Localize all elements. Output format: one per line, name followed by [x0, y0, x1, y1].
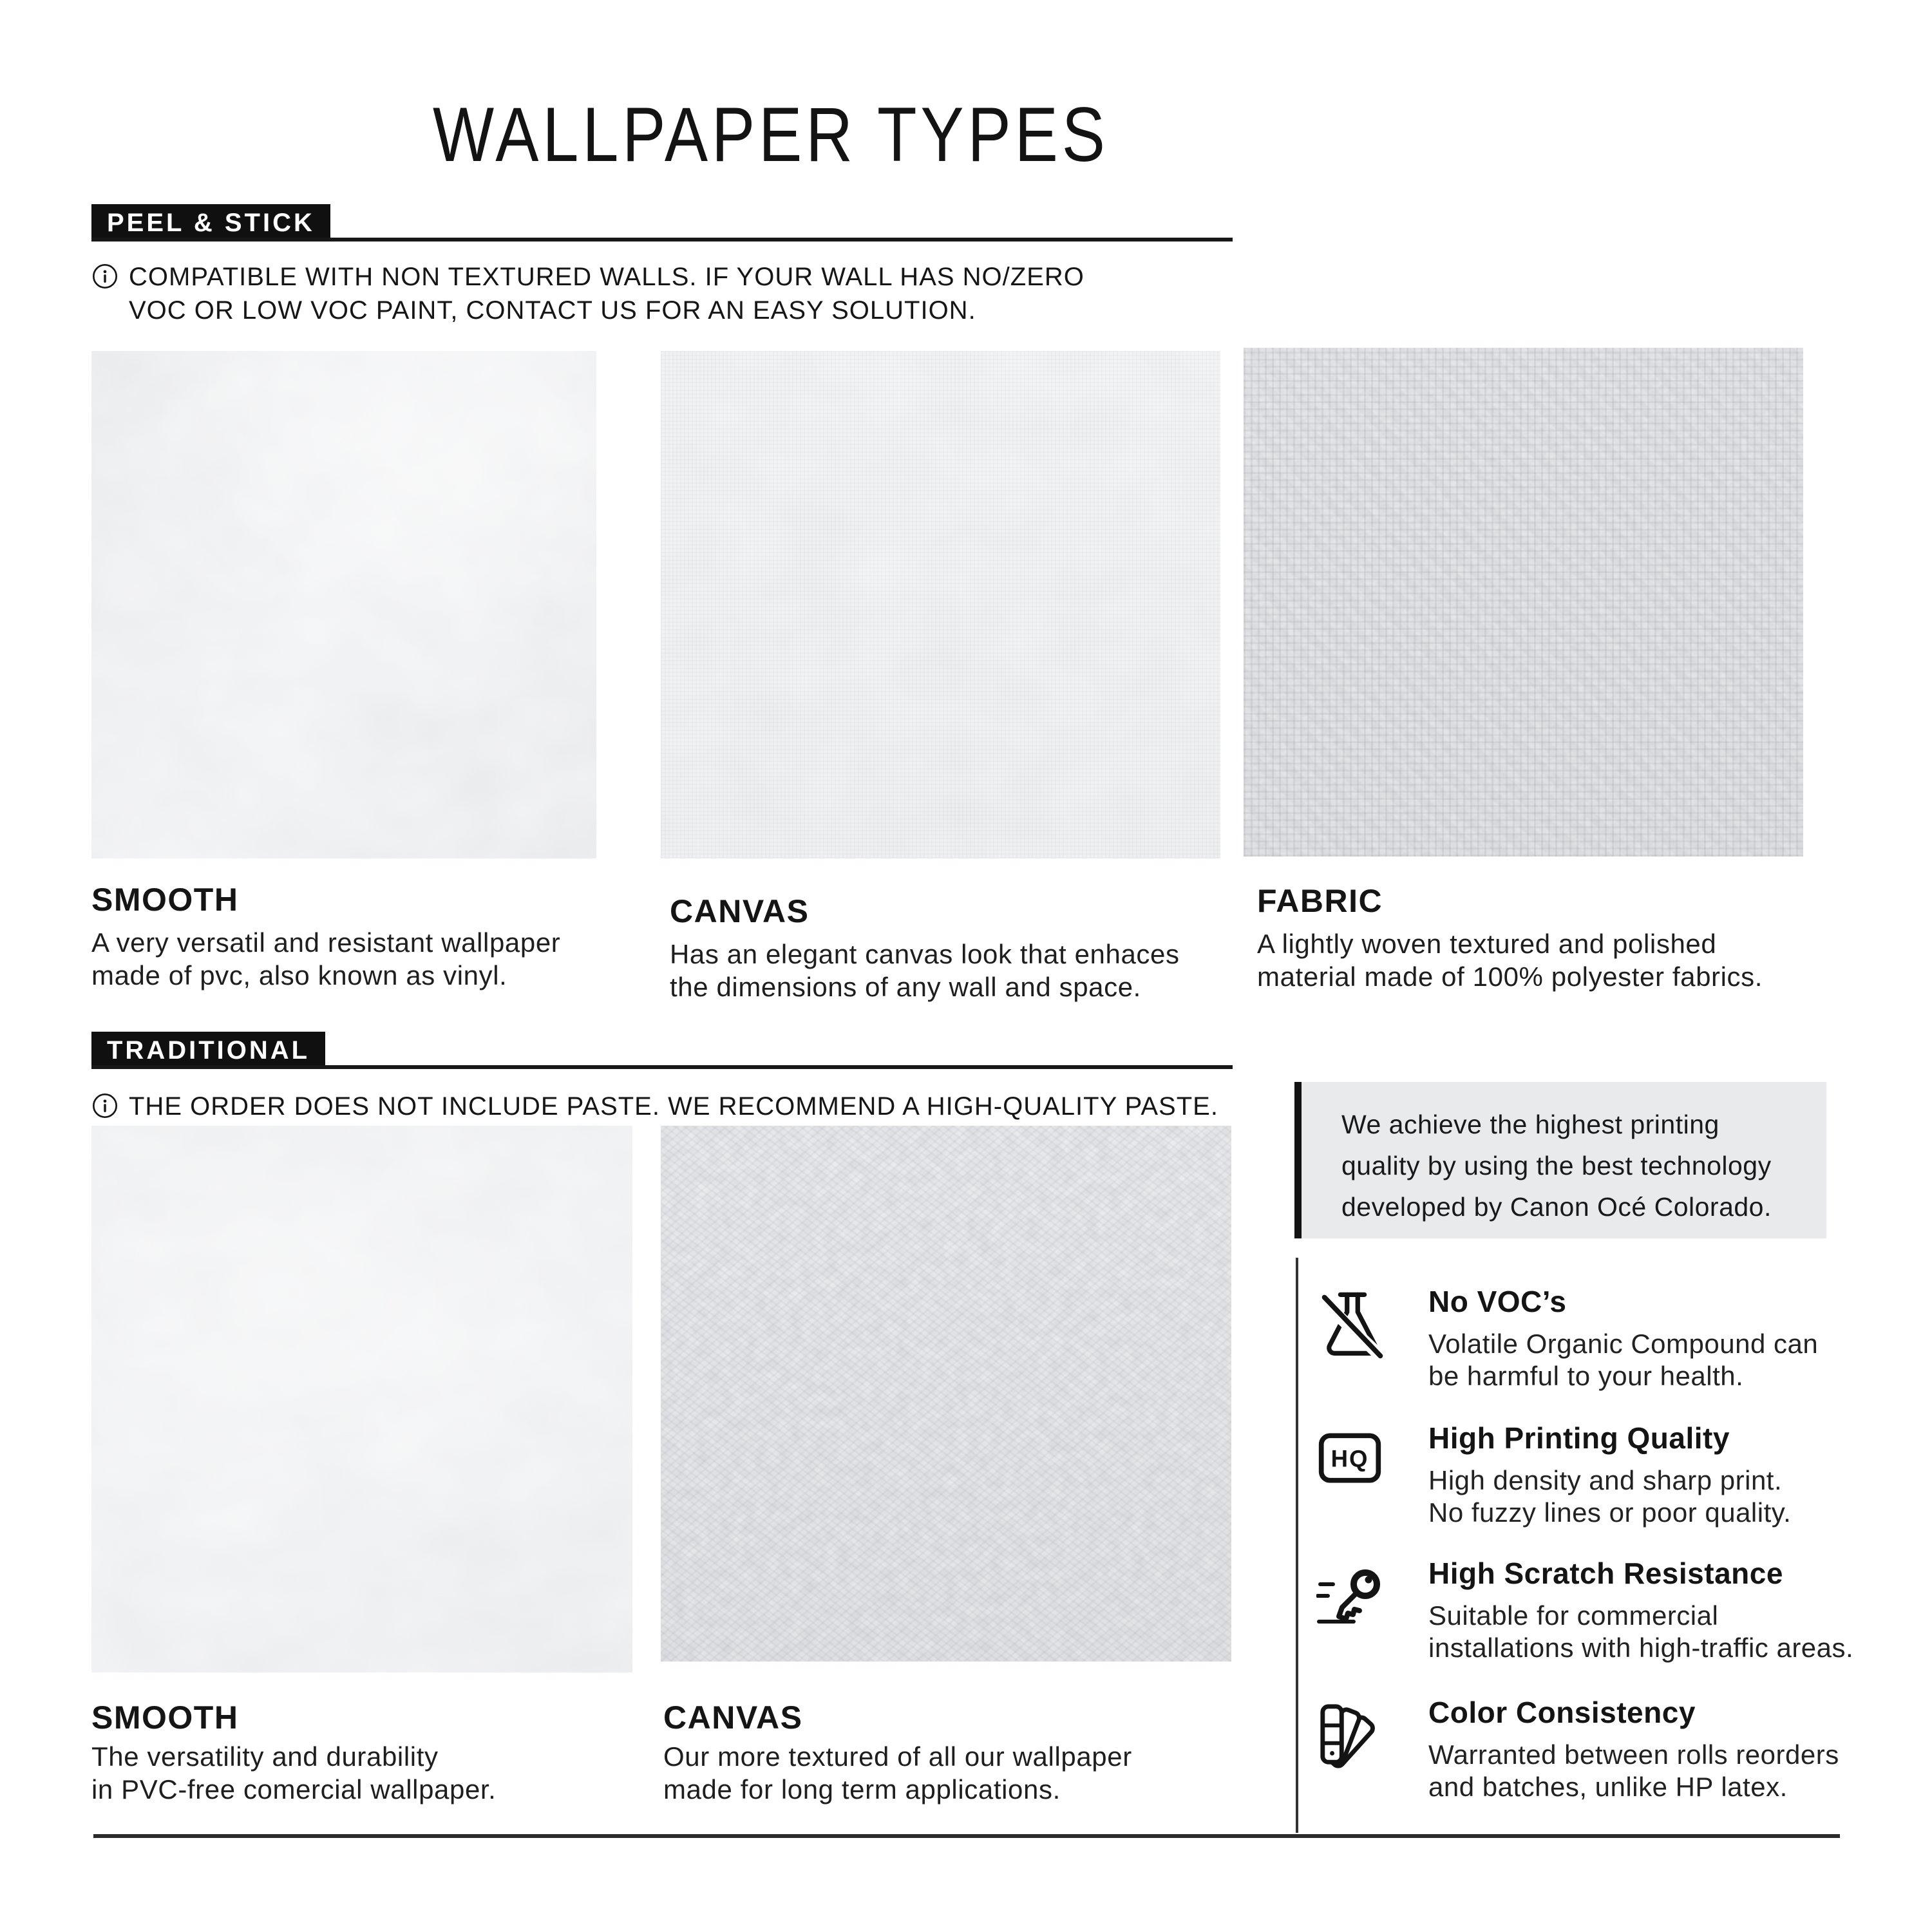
feature-text: [1428, 1421, 1791, 1529]
feature-line: and batches, unlike HP latex.: [1428, 1772, 1788, 1802]
traditional-note: [91, 1090, 1218, 1123]
desc-line: in PVC-free comercial wallpaper.: [91, 1774, 497, 1804]
section-rule-peel-stick: [91, 238, 1233, 242]
type-desc-smooth-traditional: [91, 1740, 496, 1806]
type-name-canvas-traditional: CANVAS: [663, 1700, 803, 1736]
feature-body: [1428, 1464, 1791, 1529]
feature-line: installations with high-traffic areas.: [1428, 1633, 1854, 1663]
feature-no-vocs: [1316, 1284, 1857, 1392]
type-name-smooth: SMOOTH: [91, 882, 239, 918]
feature-color-consistency: [1316, 1695, 1857, 1803]
feature-body: [1428, 1600, 1853, 1664]
desc-line: Our more textured of all our wallpaper: [663, 1741, 1132, 1772]
texture-sample-peel-stick-canvas: [661, 351, 1220, 858]
info-icon: [91, 1092, 118, 1119]
hq-badge-icon: [1316, 1421, 1428, 1529]
texture-sample-peel-stick-smooth: [91, 351, 596, 858]
feature-body: [1428, 1739, 1839, 1803]
desc-line: made of pvc, also known as vinyl.: [91, 960, 507, 990]
type-name-canvas: CANVAS: [670, 893, 810, 929]
quality-line-3: developed by Canon Océ Colorado.: [1341, 1192, 1772, 1222]
desc-line: Has an elegant canvas look that enhaces: [670, 939, 1180, 969]
features-divider-line: [1296, 1258, 1298, 1833]
quality-note-box: [1294, 1082, 1826, 1238]
feature-text: [1428, 1556, 1853, 1664]
texture-sample-peel-stick-fabric: [1244, 348, 1803, 857]
type-desc-canvas: [670, 938, 1180, 1003]
note-line-1: THE ORDER DOES NOT INCLUDE PASTE. WE RECOMMEND A HIGH-QUALITY PASTE.: [129, 1092, 1218, 1121]
texture-sample-traditional-smooth: [91, 1126, 632, 1672]
note-line-2: VOC OR LOW VOC PAINT, CONTACT US FOR AN EASY SOLUTION.: [129, 296, 976, 325]
feature-line: No fuzzy lines or poor quality.: [1428, 1497, 1792, 1528]
feature-title: High Scratch Resistance: [1428, 1557, 1783, 1590]
no-voc-flask-icon: [1316, 1284, 1428, 1392]
desc-line: The versatility and durability: [91, 1741, 439, 1772]
feature-text: [1428, 1695, 1839, 1803]
note-text: [129, 1090, 1218, 1123]
feature-title: No VOC’s: [1428, 1285, 1567, 1318]
note-line-1: COMPATIBLE WITH NON TEXTURED WALLS. IF YOUR WALL HAS NO/ZERO: [129, 263, 1084, 291]
color-swatch-fan-icon: [1316, 1695, 1428, 1803]
desc-line: A lightly woven textured and polished: [1257, 929, 1717, 959]
peel-stick-note: [91, 260, 1084, 327]
feature-high-scratch-resistance: [1316, 1556, 1857, 1664]
quality-line-2: quality by using the best technology: [1341, 1151, 1772, 1180]
feature-title: High Printing Quality: [1428, 1421, 1730, 1455]
type-desc-fabric: [1257, 927, 1763, 993]
type-name-smooth-traditional: SMOOTH: [91, 1700, 239, 1736]
feature-high-printing-quality: [1316, 1421, 1857, 1529]
bottom-divider-line: [93, 1834, 1840, 1838]
svg-text:HQ: HQ: [1331, 1445, 1369, 1472]
feature-line: be harmful to your health.: [1428, 1361, 1744, 1391]
desc-line: A very versatil and resistant wallpaper: [91, 927, 561, 958]
feature-line: Volatile Organic Compound can: [1428, 1329, 1819, 1359]
section-badge-traditional: TRADITIONAL: [91, 1032, 325, 1069]
type-desc-canvas-traditional: [663, 1740, 1132, 1806]
type-name-fabric: FABRIC: [1257, 883, 1383, 919]
feature-text: [1428, 1284, 1818, 1392]
info-icon: [91, 263, 118, 290]
section-badge-peel-stick: PEEL & STICK: [91, 204, 330, 242]
desc-line: the dimensions of any wall and space.: [670, 972, 1141, 1002]
texture-sample-traditional-canvas: [661, 1126, 1231, 1662]
page-title: WALLPAPER TYPES: [433, 91, 1109, 178]
note-text: [129, 260, 1084, 327]
type-desc-smooth: [91, 926, 560, 992]
feature-line: High density and sharp print.: [1428, 1465, 1783, 1495]
feature-line: Warranted between rolls reorders: [1428, 1739, 1839, 1770]
feature-line: Suitable for commercial: [1428, 1600, 1719, 1631]
feature-title: Color Consistency: [1428, 1696, 1696, 1729]
section-rule-traditional: [91, 1065, 1233, 1069]
desc-line: material made of 100% polyester fabrics.: [1257, 961, 1763, 992]
key-scratch-icon: [1316, 1556, 1428, 1664]
desc-line: made for long term applications.: [663, 1774, 1061, 1804]
quality-line-1: We achieve the highest printing: [1341, 1110, 1719, 1139]
feature-body: [1428, 1328, 1818, 1392]
